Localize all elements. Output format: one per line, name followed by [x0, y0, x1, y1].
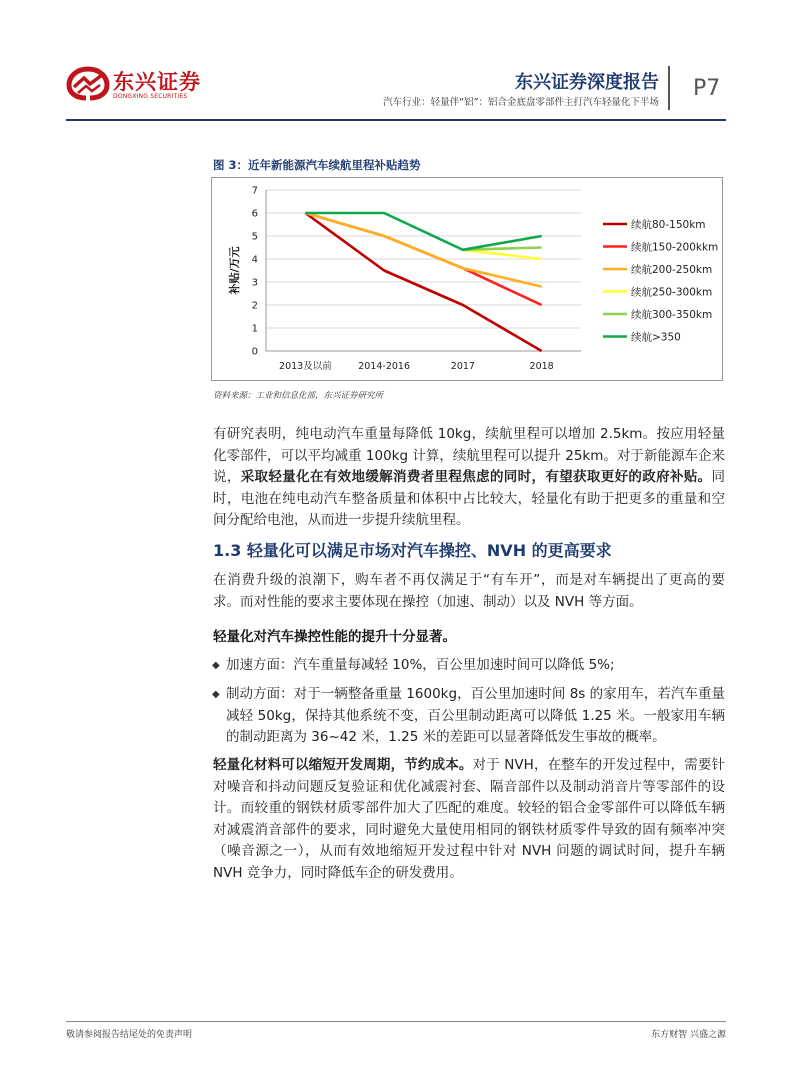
paragraph-range-research	[213, 424, 725, 532]
x-tick-label: 2017	[450, 361, 475, 372]
x-tick-label: 2013及以前	[279, 361, 332, 372]
bullet-diamond-icon: ◆	[212, 660, 220, 671]
paragraph-development-cycle	[213, 755, 725, 884]
y-tick-label: 4	[251, 254, 258, 266]
legend-label: 续航250-300km	[631, 286, 713, 299]
y-tick-label: 1	[251, 323, 258, 335]
y-tick-label: 3	[251, 277, 258, 289]
legend-label: 续航>350	[631, 331, 681, 344]
legend-label: 续航150-200kkm	[631, 241, 719, 254]
logo-chinese-name: 东兴证券	[113, 70, 201, 94]
figure-caption: 图 3：近年新能源汽车续航里程补贴趋势	[213, 158, 421, 172]
logo-english-name: DONGXING SECURITIES	[113, 93, 188, 100]
para3-text: 对于 NVH，在整车的开发过程中，需要针对噪音和抖动问题反复验证和优化减震衬套、隔音部件以及制动消音片等零部件的设计。而较重的钢铁材质零部件加大了匹配的难度。较轻的铝合金零部件可以降低车辆对减震消音部件的要求，同时避免大量使用相同的钢铁材质零件导致的固有频率冲突（噪音源之一），从而有效地缩短开发过程中针对 NVH 问题的调试时间，提升车辆 NVH 竞争力，同时降低车企的研发费用。	[213, 757, 726, 881]
para3-bold: 轻量化材料可以缩短开发周期，节约成本。	[213, 757, 473, 773]
legend-label: 续航200-250km	[631, 264, 713, 276]
bullet-acceleration: 加速方面：汽车重量每减轻 10%，百公里加速时间可以降低 5%;	[226, 657, 615, 673]
bold-statement: 轻量化对汽车操控性能的提升十分显著。	[213, 629, 456, 645]
x-tick-label: 2014-2016	[358, 361, 411, 372]
legend-label: 续航300-350km	[631, 309, 713, 321]
report-title: 东兴证券深度报告	[515, 72, 659, 93]
header-rule	[66, 119, 726, 121]
company-logo-icon	[66, 65, 110, 101]
footer-slogan: 东方财智 兴盛之源	[651, 1030, 726, 1040]
bullet-diamond-icon: ◆	[212, 689, 220, 700]
series-line	[463, 250, 542, 259]
para1-bold: 采取轻量化在有效地缓解消费者里程焦虑的同时，有望获取更好的政府补贴。	[240, 469, 712, 485]
series-line	[305, 213, 541, 250]
y-axis-label: 补贴/万元	[228, 246, 241, 295]
bullet-braking: 制动方面：对于一辆整备重量 1600kg，百公里加速时间 8s 的家用车，若汽车重量减轻 50kg，保持其他系统不变，百公里制动距离可以降低 1.25 米。一般家用车辆的制动距离为 36~42 米，1.25 米的差距可以显著降低发生事故的概率。	[226, 686, 725, 745]
y-tick-label: 0	[251, 346, 258, 358]
paragraph-consumer-upgrade: 在消费升级的浪潮下，购车者不再仅满足于“有车开”，而是对车辆提出了更高的要求。而对性能的要求主要体现在操控（加速、制动）以及 NVH 等方面。	[213, 572, 725, 610]
line-chart	[211, 177, 723, 381]
legend-label: 续航80-150km	[631, 219, 706, 231]
y-tick-label: 5	[251, 231, 258, 243]
page-number: P7	[693, 76, 721, 101]
report-subtitle: 汽车行业：轻量伴“铝”：铝合金底盘零部件主打汽车轻量化下半场	[383, 97, 659, 108]
section-heading: 1.3 轻量化可以满足市场对汽车操控、NVH 的更高要求	[213, 541, 612, 560]
footer-rule	[66, 1021, 726, 1022]
para1-text-2: 同时，电池在纯电动汽车整备质量和体积中占比较大，轻量化有助于把更多的重量和空间分配给电池，从而进一步提升续航里程。	[213, 469, 726, 528]
x-tick-label: 2018	[529, 361, 554, 372]
figure-source: 资料来源：工业和信息化部，东兴证券研究所	[213, 391, 384, 401]
y-tick-label: 2	[251, 300, 258, 312]
header-divider	[668, 66, 670, 110]
y-tick-label: 7	[251, 185, 258, 197]
y-tick-label: 6	[251, 208, 258, 220]
footer-disclaimer: 敬请参阅报告结尾处的免责声明	[66, 1030, 193, 1040]
para1-text-1: 有研究表明，纯电动汽车重量每降低 10kg，续航里程可以增加 2.5km。按应用轻量化零部件，可以平均减重 100kg 计算，续航里程可以提升 25km。对于新能源车企来说，	[213, 426, 725, 485]
